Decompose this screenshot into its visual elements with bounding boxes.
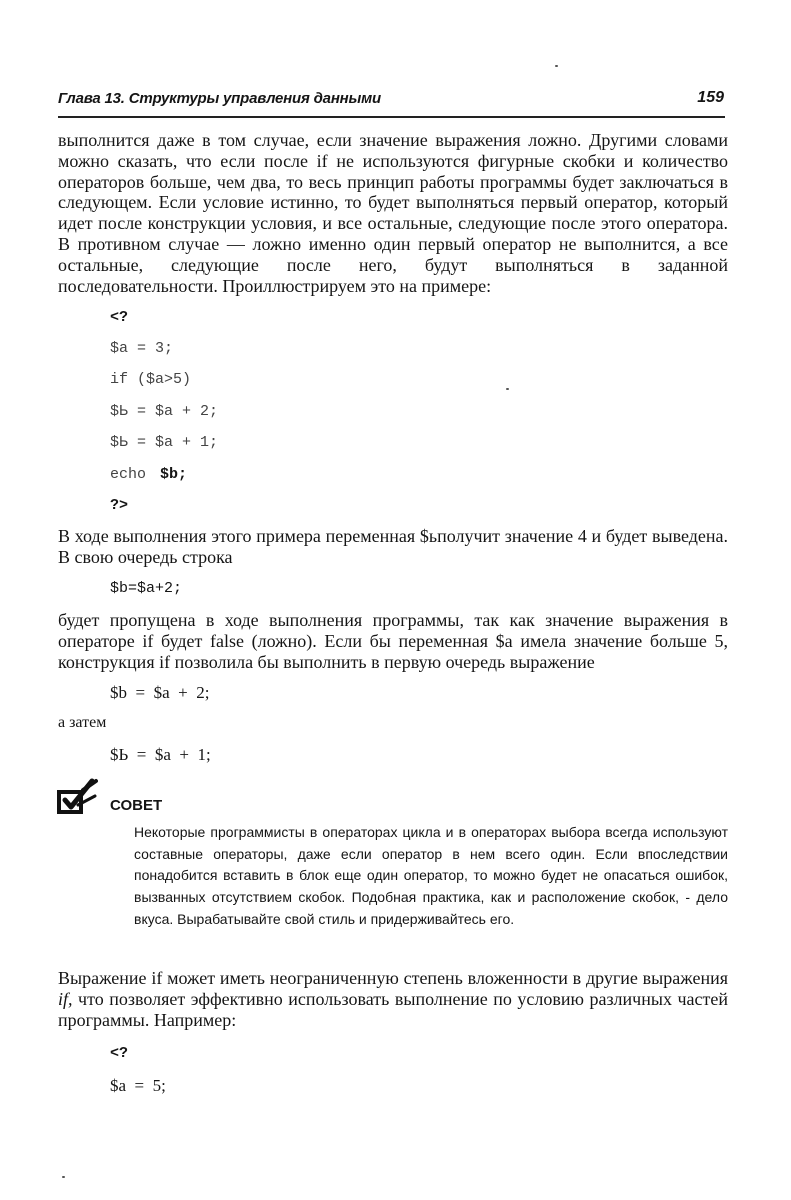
code-inline-3: $Ь = $a + 1; xyxy=(110,745,211,764)
paragraph-1: выполнится даже в том случае, если значение выражения ложно. Другими словами можно сказать, что если после if не используются фигурные скобки и количество операторов больше, чем два, то весь принцип работы программы будет заключаться в следующем. Если условие истинно, то будет выполняться первый оператор, который идет после конструкции условия, и все остальные, следующие после этого оператора. В противном случае — ложно именно один первый оператор не выполнится, а все остальные, следующие после него, будут выполняться в заданной последовательности. Проиллюстрируем это на примере: xyxy=(58,130,728,296)
paragraph-2: В ходе выполнения этого примера переменная $ьполучит значение 4 и будет выведена. В свою очередь строка xyxy=(58,526,728,567)
paragraph-5 xyxy=(58,968,728,1030)
paragraph-5-end: что позволяет эффективно использовать выполнение по условию различных частей программы. Например: xyxy=(58,988,728,1030)
paragraph-4: а затем xyxy=(58,714,107,731)
code-line-4: $Ь = $a + 2; xyxy=(110,403,219,420)
page-number: 159 xyxy=(697,89,724,106)
paragraph-3: будет пропущена в ходе выполнения программы, так как значение выражения в операторе if будет false (ложно). Если бы переменная $a имела значение больше 5, конструкция if позволила бы выполнить в первую очередь выражение xyxy=(58,610,728,672)
scan-speck xyxy=(555,65,558,67)
code-inline-2: $b = $a + 2; xyxy=(110,683,210,702)
code-line-6a: echo xyxy=(110,466,147,483)
code-line-2: $a = 3; xyxy=(110,340,174,357)
code-line-3: if ($a>5) xyxy=(110,371,192,388)
tip-title: СОВЕТ xyxy=(110,797,163,814)
paragraph-5-start: Выражение if может иметь неограниченную степень вложенности в другие выражения xyxy=(58,968,728,988)
scan-speck xyxy=(62,1176,65,1178)
note-pencil-icon xyxy=(56,778,98,818)
code-line-5: $Ь = $a + 1; xyxy=(110,434,219,451)
italic-if: if, xyxy=(58,988,73,1009)
code2-line-2: $a = 5; xyxy=(110,1076,166,1095)
chapter-title: Глава 13. Структуры управления данными xyxy=(58,90,382,107)
code-inline-1: $b=$a+2; xyxy=(110,580,183,597)
code-line-1: <? xyxy=(110,309,129,326)
running-header xyxy=(58,88,724,112)
header-rule xyxy=(58,116,725,118)
code-line-7: ?> xyxy=(110,497,129,514)
code-line-6b: $b; xyxy=(151,466,188,483)
tip-text: Некоторые программисты в операторах цикла и в операторах выбора всегда используют составные операторы, даже если оператор в нем всего один. Если впоследствии понадобится вставить в блок еще один оператор, то можно будет не опасаться ошибок, вызванных отсутствием скобок. Подобная практика, как и расположение скобок, - дело вкуса. Вырабатывайте свой стиль и придерживайтесь его. xyxy=(134,824,728,927)
code2-line-1: <? xyxy=(110,1045,129,1062)
scan-speck xyxy=(506,388,509,390)
